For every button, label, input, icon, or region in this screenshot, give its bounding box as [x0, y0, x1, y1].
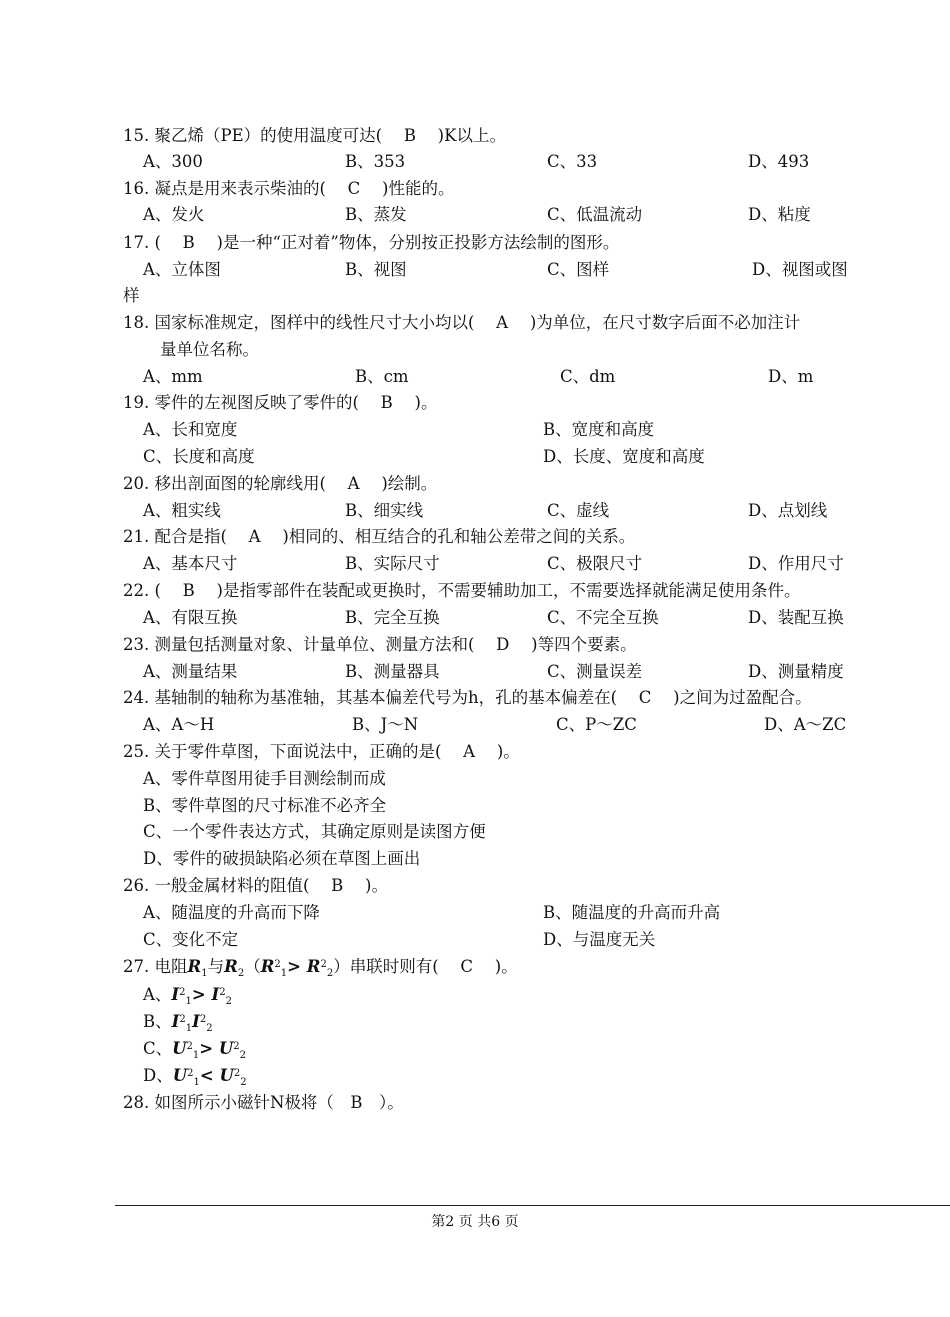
option-a: A、发火	[143, 205, 205, 224]
option-a: A、粗实线	[143, 501, 221, 520]
question-23: 23. 测量包括测量对象、计量单位、测量方法和( D )等四个要素。	[123, 635, 637, 654]
question-27: 27. 电阻$R_1$与$R_2(R^2_1> R^2_2)$串联时则有( C )。	[123, 957, 518, 979]
option-a: A、mm	[143, 367, 203, 386]
option-a: A、有限互换	[143, 608, 238, 627]
question-16: 16. 凝点是用来表示柴油的( C )性能的。	[123, 179, 455, 198]
option-d: D、m	[768, 367, 814, 386]
option-d: D、装配互换	[748, 608, 844, 627]
option-a: A、基本尺寸	[143, 554, 238, 573]
option-b: B、细实线	[345, 501, 424, 520]
option-c: C、dm	[560, 367, 616, 386]
question-20: 20. 移出剖面图的轮廓线用( A )绘制。	[123, 474, 438, 493]
option-d: D、与温度无关	[543, 930, 656, 949]
question-18: 18. 国家标准规定，图样中的线性尺寸大小均以( A )为单位，在尺寸数字后面不必加注计	[123, 313, 801, 332]
question-28: 28. 如图所示小磁针N极将（ B ）。	[123, 1093, 404, 1112]
question-19: 19. 零件的左视图反映了零件的( B )。	[123, 393, 438, 412]
option-b: B、cm	[355, 367, 409, 386]
option-b: B、完全互换	[345, 608, 440, 627]
question-22: 22. ( B )是指零部件在装配或更换时，不需要辅助加工，不需要选择就能满足使用条件。	[123, 581, 801, 600]
option-d: D、点划线	[748, 501, 828, 520]
option-b: B、蒸发	[345, 205, 407, 224]
option-b: B、宽度和高度	[543, 420, 655, 439]
option-c: C、$U^2_1> U^2_2$	[143, 1039, 246, 1061]
option-d: D、493	[748, 152, 810, 171]
option-d-wrap: 样	[123, 286, 140, 305]
option-c: C、测量误差	[547, 662, 643, 681]
option-d: D、A～ZC	[764, 715, 847, 734]
option-d: D、视图或图	[752, 260, 848, 279]
option-c: C、不完全互换	[547, 608, 659, 627]
option-a: A、A～H	[143, 715, 215, 734]
question-26: 26. 一般金属材料的阻值( B )。	[123, 876, 388, 895]
option-d: D、$U^2_1< U^2_2$	[143, 1066, 247, 1088]
option-c: C、长度和高度	[143, 447, 255, 466]
option-b: B、随温度的升高而升高	[543, 903, 721, 922]
option-a: A、测量结果	[143, 662, 238, 681]
option-d: D、粘度	[748, 205, 811, 224]
option-a: A、零件草图用徒手目测绘制而成	[143, 769, 386, 788]
option-d: D、作用尺寸	[748, 554, 844, 573]
option-b: B、测量器具	[345, 662, 440, 681]
option-a: A、立体图	[143, 260, 221, 279]
option-d: D、长度、宽度和高度	[543, 447, 705, 466]
option-c: C、一个零件表达方式，其确定原则是读图方便	[143, 822, 486, 841]
question-25: 25. 关于零件草图，下面说法中，正确的是( A )。	[123, 742, 520, 761]
option-a: A、随温度的升高而下降	[143, 903, 320, 922]
question-21: 21. 配合是指( A )相同的、相互结合的孔和轴公差带之间的关系。	[123, 527, 636, 546]
option-c: C、虚线	[547, 501, 610, 520]
question-15: 15. 聚乙烯（PE）的使用温度可达( B )K以上。	[123, 126, 506, 145]
option-a: A、$I^2_1> I^2_2$	[143, 985, 232, 1007]
option-d: D、零件的破损缺陷必须在草图上画出	[143, 849, 421, 868]
page-footer: 第2 页 共6 页	[431, 1214, 519, 1230]
option-b: B、实际尺寸	[345, 554, 440, 573]
option-b: B、353	[345, 152, 406, 171]
option-a: A、300	[143, 152, 203, 171]
option-c: C、变化不定	[143, 930, 239, 949]
option-b: B、视图	[345, 260, 407, 279]
option-b: B、J～N	[352, 715, 419, 734]
option-c: C、P～ZC	[556, 715, 637, 734]
question-18-cont: 量单位名称。	[160, 340, 259, 359]
footer-divider	[115, 1205, 950, 1206]
option-c: C、极限尺寸	[547, 554, 643, 573]
option-c: C、图样	[547, 260, 610, 279]
option-b: B、零件草图的尺寸标准不必齐全	[143, 796, 387, 815]
question-17: 17. ( B )是一种“正对着”物体，分别按正投影方法绘制的图形。	[123, 233, 620, 252]
option-c: C、低温流动	[547, 205, 643, 224]
option-c: C、33	[547, 152, 598, 171]
question-24: 24. 基轴制的轴称为基准轴，其基本偏差代号为h，孔的基本偏差在( C )之间为过盈配合。	[123, 688, 812, 707]
option-a: A、长和宽度	[143, 420, 238, 439]
option-d: D、测量精度	[748, 662, 844, 681]
option-b: B、$I^2_1I^2_2$	[143, 1012, 213, 1034]
